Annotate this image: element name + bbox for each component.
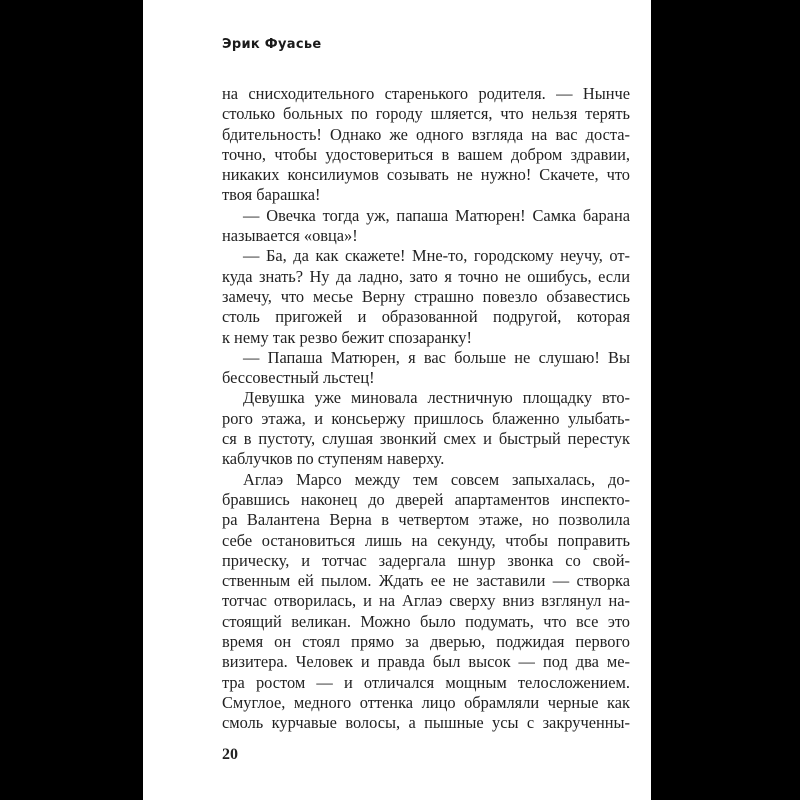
text-line: Аглаэ Марсо между тем совсем запыхалась, до- — [243, 469, 630, 489]
text-line: куда знать? Ну да ладно, зато я точно не ошибусь, если — [222, 266, 630, 286]
text-line: каблучков по ступеням наверху. — [222, 449, 445, 469]
text-line: бравшись наконец до дверей апартаментов инспекто- — [222, 489, 630, 509]
text-line: рого этажа, и консьержу пришлось блаженно улыбать- — [222, 408, 630, 428]
text-line: называется «овца»! — [222, 226, 358, 246]
text-line: бдительность! Однако же одного взгляда на вас доста- — [222, 124, 630, 144]
text-line: время он стоял прямо за дверью, поджидая первого — [222, 632, 630, 652]
text-line: столько больных по городу шляется, что нельзя терять — [222, 104, 630, 124]
text-line: прическу, и тотчас задергала шнур звонка со свой- — [222, 550, 630, 570]
text-line: Девушка уже миновала лестничную площадку вто- — [243, 388, 630, 408]
text-line: себе остановиться лишь на секунду, чтобы поправить — [222, 530, 630, 550]
text-line: ся в пустоту, слушая звонкий смех и быстрый перестук — [222, 429, 630, 449]
text-line: — Овечка тогда уж, папаша Матюрен! Самка барана — [243, 205, 630, 225]
text-line: ственным ей пылом. Ждать ее не заставили — створка — [222, 571, 630, 591]
text-line: столь пригожей и образованной подругой, которая — [222, 307, 630, 327]
text-line: стоящий великан. Можно было подумать, что все это — [222, 611, 630, 631]
running-header-author: Эрик Фуасье — [222, 37, 322, 52]
text-line: ра Валантена Верна в четвертом этаже, но позволила — [222, 510, 630, 530]
text-line: точно, чтобы удостовериться в вашем добром здравии, — [222, 144, 630, 164]
text-line: смоль курчавые волосы, а пышные усы с закрученны- — [222, 713, 630, 733]
text-line: тотчас отворилась, и на Аглаэ сверху вниз взглянул на- — [222, 591, 630, 611]
page-body-text — [222, 84, 630, 734]
text-line: замечу, что месье Верну страшно повезло обзавестись — [222, 286, 630, 306]
text-line: — Папаша Матюрен, я вас больше не слушаю! Вы — [243, 347, 630, 367]
text-line: на снисходительного старенького родителя. — Нынче — [222, 84, 630, 103]
text-line: тра ростом — и отличался мощным телосложением. — [222, 672, 630, 692]
text-line: визитера. Человек и правда был высок — под два ме- — [222, 652, 630, 672]
text-line: бессовестный льстец! — [222, 368, 375, 388]
text-line: — Ба, да как скажете! Мне-то, городскому неучу, от- — [243, 246, 630, 266]
text-line: к нему так резво бежит спозаранку! — [222, 327, 472, 347]
book-page — [143, 0, 651, 800]
text-line: твоя барашка! — [222, 185, 321, 205]
text-line: Смуглое, медного оттенка лицо обрамляли черные как — [222, 692, 630, 712]
page-number: 20 — [222, 746, 238, 763]
text-line: никаких консилиумов созывать не нужно! Скачете, что — [222, 165, 630, 185]
